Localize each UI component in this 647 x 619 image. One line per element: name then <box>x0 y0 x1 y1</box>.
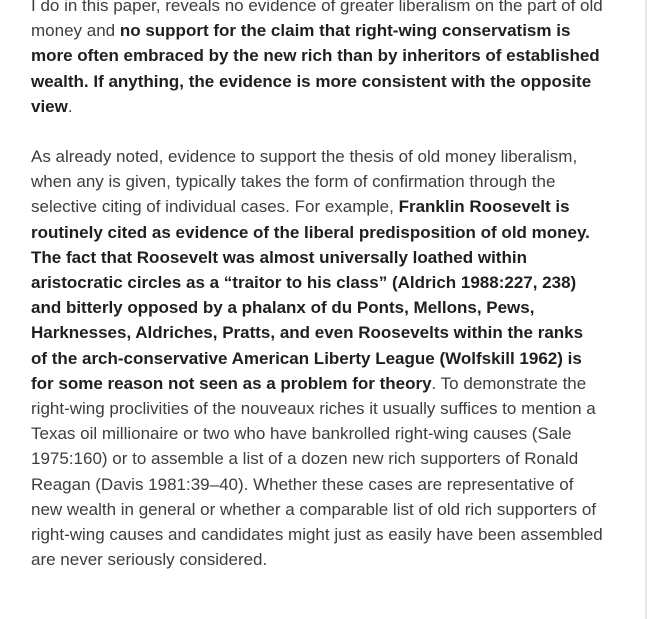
paragraph-text: . <box>67 96 73 116</box>
article-body <box>31 0 603 572</box>
bold-claim: Franklin Roosevelt is routinely cited as evidence of the liberal predisposition of old money. The fact that Roosevelt was almost universally loathed within aristocratic circles as a “traitor to his class” (Aldrich 1988:227, 238) and bitterly opposed by a phalanx of du Ponts, Mellons, Pews, Harknesses, Aldriches, Pratts, and even Roosevelts within the ranks of the arch-conservative American Liberty League (Wolfskill 1962) is for some reason not seen as a problem for theory <box>31 197 590 393</box>
paragraph-roosevelt-example <box>31 144 603 572</box>
paragraph-old-money-evidence <box>31 0 603 119</box>
paragraph-text: As already noted, evidence to support the thesis of old money liberalism, when any is given, typically takes the form of confirmation through the selective citing of individual cases. For example, <box>31 147 578 217</box>
paragraph-text: . To demonstrate the right-wing proclivities of the nouveaux riches it usually suffices to mention a Texas oil millionaire or two who have bankrolled right-wing causes (Sale 1975:160) or to assemble a list of a dozen new rich supporters of Ronald Reagan (Davis 1981:39–40). Whether these cases are representative of new wealth in general or whether a comparable list of old rich supporters of right-wing causes and candidates might just as easily have been assembled are never seriously considered. <box>31 373 603 570</box>
paragraph-text: I do in this paper, reveals no evidence of greater liberalism on the part of old money and <box>31 0 603 41</box>
bold-claim: no support for the claim that right-wing conservatism is more often embraced by the new rich than by inheritors of established wealth. If anything, the evidence is more consistent with the opposite view <box>31 21 600 116</box>
